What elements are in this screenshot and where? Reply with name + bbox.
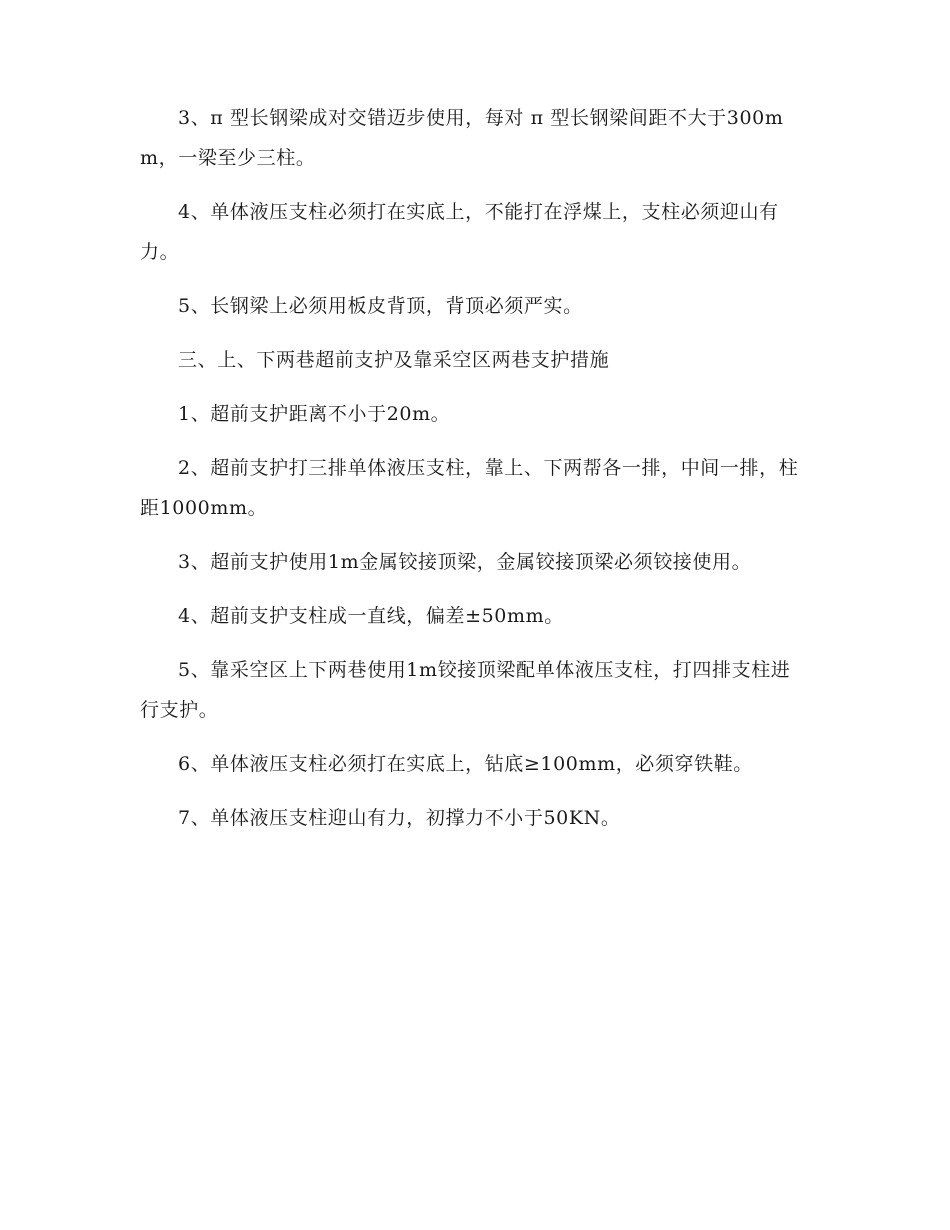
paragraph-item-6-iron-shoe: 6、单体液压支柱必须打在实底上，钻底≥100mm，必须穿铁鞋。: [178, 753, 753, 775]
paragraph-item-4-hydraulic-prop: 4、单体液压支柱必须打在实底上，不能打在浮煤上，支柱必须迎山有力。: [140, 201, 779, 263]
paragraph-item-1-advance-distance: 1、超前支护距离不小于20m。: [178, 403, 451, 425]
section-heading: 三、上、下两巷超前支护及靠采空区两巷支护措施: [178, 349, 610, 371]
paragraph-item-2-three-rows: 2、超前支护打三排单体液压支柱，靠上、下两帮各一排，中间一排，柱距1000mm。: [140, 457, 799, 519]
paragraph-item-5-goaf-support: 5、靠采空区上下两巷使用1m铰接顶梁配单体液压支柱，打四排支柱进行支护。: [140, 659, 791, 721]
paragraph-item-7-setting-load: 7、单体液压支柱迎山有力，初撑力不小于50KN。: [178, 807, 621, 829]
paragraph-item-3-hinged-beam: 3、超前支护使用1m金属铰接顶梁，金属铰接顶梁必须铰接使用。: [178, 551, 752, 573]
paragraph-item-5-steel-beam: 5、长钢梁上必须用板皮背顶，背顶必须严实。: [178, 295, 583, 317]
paragraph-item-3-pi-beam: 3、π 型长钢梁成对交错迈步使用，每对 π 型长钢梁间距不大于300mm，一梁至少三柱。: [140, 107, 784, 169]
document-page: [140, 98, 808, 852]
paragraph-item-4-straight-line: 4、超前支护支柱成一直线，偏差±50mm。: [178, 605, 564, 627]
